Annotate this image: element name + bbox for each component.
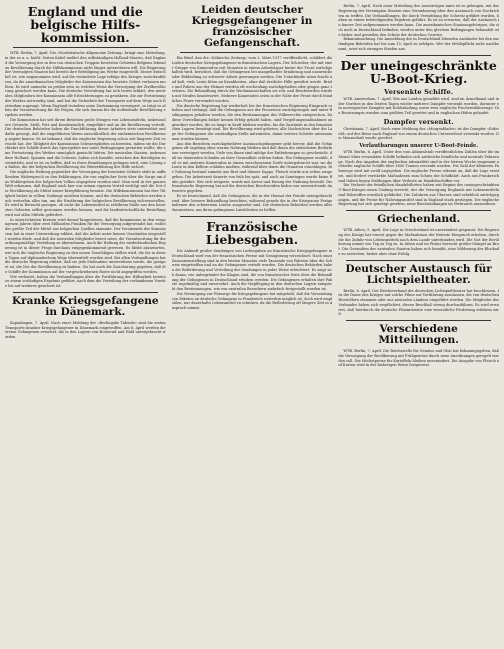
headline-cinema-exchange: Deutscher Austausch für Lichtspieltheater.: [345, 262, 492, 286]
article-paragraph: WTB. Athen, 5. April. Die Lage in Griechenland ist unverändert gespannt. Die Regierung des Königs hat erneut gegen die Maßnahmen der Entente Einspruch erhoben, durch die die Zufuhr von Lebensmitteln nach dem Lande unterbunden wird. Die Not der Bevölkerung nimmt von Tag zu Tag zu. In Athen und im Piräus herrscht großer Mangel an Brot. Die Gesandten der neutralen Staaten haben sich bemüht, eine Milderung der Blockade zu erreichen, bisher aber ohne Erfolg.: [338, 228, 499, 256]
article-paragraph: Die englische Haltung gegenüber der Versorgung der besetzten Gebiete steht in auffallendem Widerspruch zu den Erklärungen, die von englischer Seite über die Sorge um das Wohlergehen des belgischen Volkes abgegeben worden sind. Man wird in der ganzen Welt erkennen, daß England auch hier nur seinen eigenen Vorteil verfolgt und die Not der Bevölkerung als Mittel seiner Kriegführung benutzt. Die Hilfskommission hat ihre Tätigkeit bisher in vollem Umfange ausüben können, und die deutschen Behörden werden auch weiterhin alles tun, um die Ernährung der belgischen Bevölkerung sicherzustellen. Es wird in Betracht gezogen, ob nicht die Lebensmittel in erhöhtem Maße aus den besetzten Gebieten selbst gewonnen werden können, und die landwirtschaftliche Bestellung wird mit allen Mitteln gefördert.: [5, 170, 166, 217]
divider: [13, 292, 158, 293]
article-paragraph: Die Vereinigung zur Fürsorge für Kriegsgefangene hat mitgeteilt, daß die Versendung von Paketen an deutsche Gefangene in Frankreich weiterhin möglich ist, doch wird empfohlen, nur dauerhafte Lebensmittel zu schicken, da die Beförderung oft längere Zeit in Anspruch nimmt.: [171, 291, 333, 311]
headline-england-belgian-relief: England und die belgische Hilfs-kommission.: [27, 4, 143, 46]
article-paragraph: Es ist bezeichnend, daß die Gefangenen, die in der Heimat der Feinde untergebracht sind, über bessere Behandlung berichten, während gerade die in der Kriegszone Festgehaltenen den schwersten Leiden ausgesetzt sind. Die deutschen Behörden werden alles daransetzen, um ihren gefangenen Landsleuten zu helfen.: [171, 193, 333, 213]
article-paragraph: Die Ankunft großer Sendungen von Liebesgaben an französische Kriegsgefangene in Deutschland wird von der französischen Presse mit Genugtuung verzeichnet. Nach einer Zusammenstellung sind in den letzten Monaten viele Tausende von Paketen über die Schweiz eingetroffen und an die Gefangenen verteilt worden. Die deutschen Behörden haben die Beförderung und Verteilung der Sendungen in jeder Weise erleichtert. Es zeigt sich daran, wie unbegründet die Klagen sind, die von französischer Seite über die Behandlung der Gefangenen in Deutschland erhoben werden. Die Gefangenen erhalten ihre Pakete regelmäßig und unversehrt. Auch die Verpflegung in den deutschen Lagern entspricht den Bestimmungen, wie von neutralen Besuchern mehrfach festgestellt worden ist.: [171, 249, 333, 292]
column-3: [338, 4, 499, 646]
divider: [180, 52, 325, 53]
divider: [346, 320, 491, 321]
article-paragraph: Christiania, 7. April. Nach einer Meldung des »Morgenbladet« ist der Dampfer »Eidsvold« auf der Reise nach England von einem deutschen Unterseeboot versenkt worden. Die Mannschaft wurde gerettet.: [338, 126, 499, 141]
subheading-uboat-enemies: Verlautbarungen unserer U-Boot-Feinde.: [359, 143, 479, 149]
headline-greece: Griechenland.: [377, 213, 461, 225]
divider: [346, 210, 491, 211]
divider: [13, 47, 158, 48]
article-paragraph: WTB. Amsterdam, 7. April. Wie aus London gemeldet wird, sind im Ärmelkanal und in der Nordsee in den letzten Tagen wieder mehrere Dampfer versenkt worden, darunter ein norwegischer Dampfer mit Kohlenladung sowie zwei englische Fischereifahrzeuge. Die Besatzungen wurden zum größten Teil gerettet und in englischen Häfen gelandet.: [338, 96, 499, 115]
headline-french-gifts: Französische Liebesgaben.: [205, 218, 299, 247]
headline-german-prisoners-france: Leiden deutscher Kriegsgefangener in französischer Gefangenschaft.: [191, 4, 313, 50]
divider: [346, 260, 491, 261]
article-paragraph: Ein Brief, den die »Kölnische Zeitung« vom 2. März 1917 veröffentlicht, schildert die Leiden deutscher Kriegsgefangener in französischen Lagern. Der Schreiber, der mit einer Gruppe von Kameraden seit Monaten in einem Arbeitslager hinter der Front zurückgehalten wird, berichtet, daß die Gefangenen bei mangelhafter Ernährung und unzureichender Bekleidung zu schwerer Arbeit gezwungen werden. Die Unterkünfte seien feucht und kalt, viele Leute litten an Krankheiten, ohne daß ärztliche Hilfe gewährt werde. Briefe und Pakete aus der Heimat würden oft wochenlang zurückgehalten oder gingen ganz verloren. Die Behandlung durch die Wachmannschaften sei roh, und Beschwerden würden mit Strafen beantwortet. Mehrere Kameraden seien in der Nähe der Front durch feindliches Feuer verwundet worden.: [171, 56, 333, 103]
divider: [346, 55, 491, 56]
headline-misc-notices: Verschiedene Mitteilungen.: [378, 323, 459, 347]
headline-uboat-war: Der uneingeschränkte U-Boot-Krieg.: [340, 57, 497, 86]
column-2: [172, 4, 333, 646]
article-paragraph: Bekanntmachung. Die Anmeldung der in Deutschland lebenden Ausländer bei den zuständigen Behörden hat bis zum 15. April zu erfolgen. Wer der Meldepflicht nicht nachkommt, setzt sich strengen Strafen aus.: [338, 37, 499, 51]
article-paragraph: WTB. Berlin, 7. April. Die Reichsstelle für Gemüse und Obst hat bekanntgegeben, daß die Versorgung der Bevölkerung mit Frühgemüse durch neue Anordnungen geregelt werden soll. Die Höchstpreise für Kartoffeln bleiben unverändert. Die Ausgabe von Fleisch auf Karten wird in der bisherigen Weise fortgesetzt.: [338, 349, 499, 368]
article-paragraph: Die Kommission hat seit ihrem Bestehen große Mengen von Lebensmitteln, insbesondere Getreide, Mehl, Fett und Kondensmilch, eingeführt und an die Bevölkerung verteilt. Die deutschen Behörden haben die Durchführung dieser Arbeiten stets unterstützt und dafür gesorgt, daß die eingeführten Waren ausschließlich der einheimischen Bevölkerung zugute kamen. Es ist bekannt, daß die englische Regierung schon seit längerer Zeit versucht hat, der Tätigkeit der Kommission Schwierigkeiten zu bereiten, indem sie die Durchfahrt der Schiffe durch das Sperrgebiet nur unter Bedingungen gestatten wollte, die eine Fortsetzung des Werkes unmöglich gemacht hätten. Die neutralen Staaten, insbesondere Holland, Spanien und die Schweiz, haben sich bemüht, zwischen den Beteiligten zu vermitteln, und es ist zu hoffen, daß es ihren Bemühungen gelingen wird, eine Lösung zu finden, die der belgischen Bevölkerung die Weiterführung der Hilfe sichert.: [5, 117, 166, 170]
article-paragraph: WTB. Berlin, 7. April. Die »Norddeutsche Allgemeine Zeitung« bringt eine Mitteilung, in der es u. a. heißt: Seiten Kabel meldet den selbständigen Holland-Staates, daß England die Versorgung der in den von deutschen Truppen besetzten Gebieten Belgiens lebenden Bevölkerung durch die Hilfskommission nicht länger unterstützen will. Die Regierung der Vereinigten Staaten hat bereits ihre Beteiligung am Werke eingestellt. Dieser Entschluß ist, wie angenommen wird, auf die veränderte Lage infolge des Krieges zurückzuführen, da die amerikanischen Mitglieder der Kommission das besetzte Gebiet verlassen mußten. Es wird nunmehr zu prüfen sein, in welcher Weise die Versorgung der Zivilbevölkerung gesichert werden kann. Die deutsche Verwaltung hat sich bereit erklärt, den neutralen Mitgliedern der Kommission alle Erleichterungen zu gewähren, die zur Fortsetzung des Werkes notwendig sind, und hat die Sicherheit der Transporte auf dem Wege nach Rotterdam zugesagt. Wenn England trotzdem seine Zustimmung verweigert, so trägt es allein die Verantwortung für die Folgen, die sich daraus für die notleidende Bevölkerung ergeben werden.: [5, 51, 166, 118]
subheading-sunk-ships: Versenkte Schiffe.: [384, 87, 454, 96]
article-paragraph: In unterrichteten Kreisen wird darauf hingewiesen, daß die Kommission in den vergangenen Jahren über zwei Milliarden Franken für die Versorgung aufgewendet hat, wobei der größte Teil der Mittel aus belgischen Quellen stammte. Der Vorsitzende der Kommission hat in einer Unterredung erklärt, daß die Arbeit unter keinen Umständen eingestellt werden dürfe, und daß die neutralen Mitglieder bereit seien, die Verantwortung für die ordnungsmäßige Verteilung zu übernehmen. Auch die Haltung der niederländischen Regierung ist in dieser Frage durchaus entgegenkommend gewesen. Es bleibt abzuwarten, wie sich die englische Regierung zu den neuen Vorschlägen stellen wird, die ihr in diesen Tagen auf diplomatischem Wege übermittelt worden sind. Bei allen Verhandlungen hat die deutsche Regierung erklärt, daß sie jede Maßnahme unterstützen werde, die geeignet ist, die Not der Bevölkerung zu lindern. Sie hat auch die Zusicherung gegeben, daß die Schiffe der Kommission auf der vorgeschriebenen Route nicht angegriffen werden.: [5, 217, 166, 274]
column-1: [5, 4, 166, 646]
headline-sick-prisoners-denmark: Kranke Kriegsgefangene in Dänemark.: [12, 294, 159, 318]
article-paragraph: Wie verlautet, haben die Verhandlungen über die Fortführung der Hilfsarbeit bereits zu einem vorläufigen Ergebnis geführt, nach dem die Verteilung der vorhandenen Vorräte bis auf weiteres gesichert ist.: [5, 274, 166, 289]
subheading-steamer-sunk: Dampfer versenkt.: [383, 117, 454, 126]
article-paragraph: Aus den Berichten zurückgekehrter Austauschgefangener geht hervor, daß die Gefangenen oft tagelang ohne warme Nahrung bleiben und daß ihnen die einfachsten Bedürfnisse verweigert werden. Viele von ihnen sind infolge der Entbehrungen so geschwächt, daß sie dauernden Schaden an ihrer Gesundheit erlitten haben. Ein Gefangener erzählt, daß er mit anderen Kameraden in einem zerschossenen Dorfe untergebracht war, wo die Leute in den Kellern schlafen mußten, während über ihnen die Granaten einschlugen. Die Nahrung bestand zumeist aus Brot und dünner Suppe, Fleisch wurde nur selten ausgegeben. Die Arbeitszeit dauerte von früh bis spät, und auch an Sonntagen wurde keine Ruhe gewährt. Wer sich weigerte, wurde mit Arrest und Entzug der Nahrung bestraft. Die französische Regierung hat auf die deutschen Beschwerden bisher nur ausweichende Antworten gegeben.: [171, 141, 333, 194]
article-paragraph: Berlin, 6. April. Der Reichsverband der deutschen Lichtspieltheater hat beschlossen, für die Dauer des Krieges nur solche Filme zur Vorführung zuzulassen, die von deutschen Herstellern stammen oder aus neutralen Ländern eingeführt werden. Die Mitglieder des Verbandes haben sich verpflichtet, diesen Beschluß streng durchzuführen. Es wird erwartet, daß hierdurch die deutsche Filmindustrie eine wesentliche Förderung erfahren wird.: [338, 288, 499, 317]
article-paragraph: Die deutsche Regierung hat wiederholt bei der französischen Regierung Einspruch erhoben und verlangt, daß die Gefangenen aus der Feuerzone zurückgezogen und unter Bedingungen gehalten werden, die den Bestimmungen des Völkerrechts entsprechen. Da diese Vorstellungen bisher keinen Erfolg gehabt haben, sind Vergeltungsmaßnahmen angeordnet worden, die so lange in Kraft bleiben werden, bis die Zustände in den französischen Lagern beseitigt sind. Die Bevölkerung wird gebeten, alle Nachrichten über die Lage der Gefangenen der zuständigen Stelle mitzuteilen, damit weitere Schritte unternommen werden können.: [171, 103, 333, 141]
article-paragraph: Berlin, 7. April. Nach einer Mitteilung des Auswärtigen Amts ist es gelungen, mit der Regierung der Vereinigten Staaten eine Vereinbarung über den Austausch von Nachrichten zu treffen. Die Verhandlungen, die durch Vermittlung der Schweiz geführt wurden, haben zu einem befriedigenden Ergebnis geführt. Es ist zu erwarten, daß der Austausch in kurzer Zeit aufgenommen werden kann. Die amerikanischen Staatsangehörigen, die sich noch in Deutschland befinden, werden unter den gleichen Bedingungen behandelt wie bisher und genießen den Schutz der deutschen Gesetze.: [338, 4, 499, 37]
article-paragraph: WTB. Berlin, 6. April. Unter den vom Admiralstab veröffentlichten Zahlen über die im Monat März versenkten Schiffe befinden sich zahlreiche feindliche und neutrale Fahrzeuge. Nach den Angaben der englischen Admiralität sind in der letzten Woche insgesamt achtzehn englische Schiffe über 1600 Tonnen versenkt worden. Die Zahl der kleineren Fahrzeuge wird mit zwölf angegeben. Die englische Presse erkennt an, daß die Lage ernst sei, und fordert verstärkte Maßnahmen zum Schutz der Schiffahrt. Auch aus Frankreich und Italien liegen Meldungen über Verluste an Handelsschiffen vor.: [338, 150, 499, 183]
article-paragraph: Kopenhagen, 7. April. Nach einer Meldung der »Berlingske Tidende« sind die ersten Transporte kranker Kriegsgefangener in Dänemark eingetroffen. Am 8. April werden die ersten Gefangenen erwartet, die in den Lagern von Horserød und Hald untergebracht werden.: [5, 320, 166, 340]
divider: [180, 216, 325, 217]
article-paragraph: Die Verluste der feindlichen Handelsflotten haben seit Beginn des uneingeschränkten U-Boot-Krieges einen Umfang erreicht, der die Versorgung Englands mit Lebensmitteln und Rohstoffen ernstlich gefährdet. Die Zufuhren aus Übersee sind erheblich zurückgegangen, und die Preise für Nahrungsmittel sind in England stark gestiegen. Die englische Regierung hat sich genötigt gesehen, neue Beschränkungen im Verbrauch anzuordnen.: [338, 183, 499, 207]
